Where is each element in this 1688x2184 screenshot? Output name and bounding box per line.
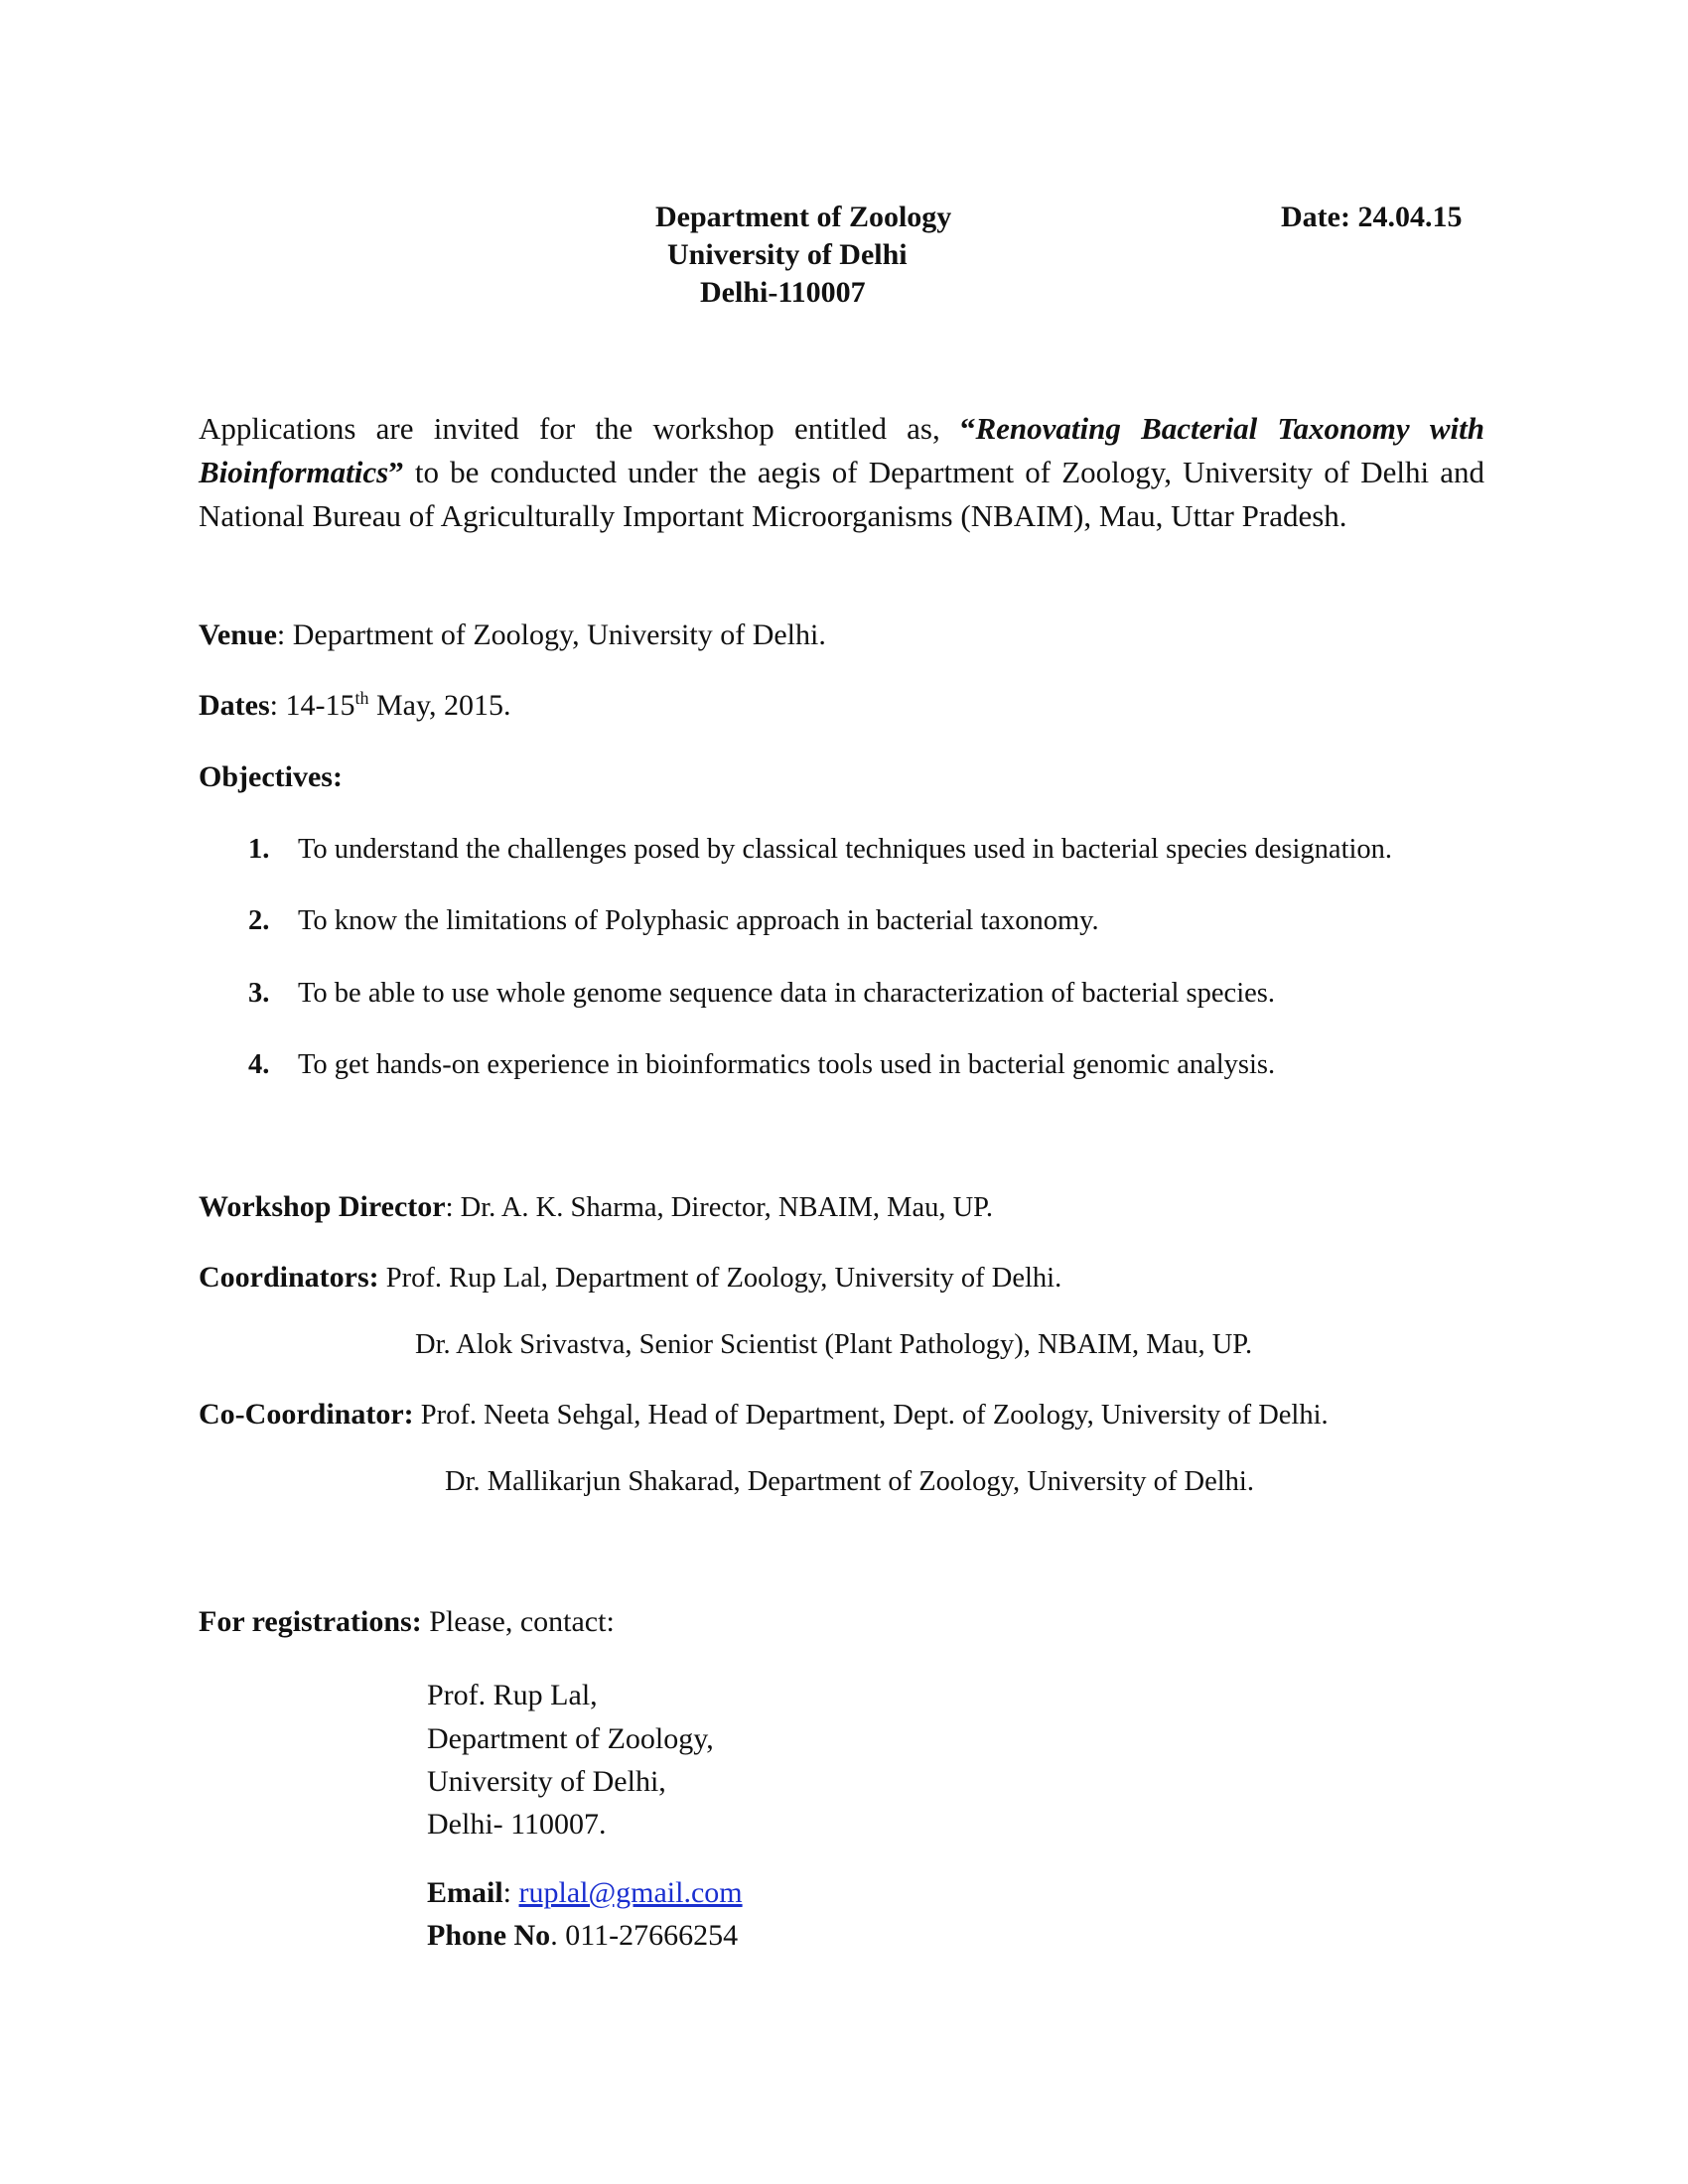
intro-lead: Applications are invited for the workshop entitled as, xyxy=(199,411,960,446)
director-line xyxy=(199,1187,993,1228)
venue-line xyxy=(199,614,826,657)
dates-line xyxy=(199,684,511,728)
header-date: Date: 24.04.15 xyxy=(1281,201,1463,233)
intro-close-quote: ” xyxy=(388,455,404,489)
co-coordinator-line xyxy=(199,1395,1329,1435)
venue-label: Venue xyxy=(199,618,277,651)
objective-text: To understand the challenges posed by classical techniques used in bacterial species designation. xyxy=(298,834,1393,865)
intro-tail: to be conducted under the aegis of Department of Zoology, University of Delhi and National Bureau of Agriculturally Important Microorganisms (NBAIM), Mau, Uttar Pradesh. xyxy=(199,455,1484,533)
objective-item xyxy=(248,1045,1275,1085)
director-label: Workshop Director xyxy=(199,1190,446,1223)
intro-paragraph xyxy=(199,407,1484,538)
email-separator: : xyxy=(502,1876,519,1909)
address-line: Prof. Rup Lal, xyxy=(427,1679,598,1711)
objective-text: To get hands-on experience in bioinformatics tools used in bacterial genomic analysis. xyxy=(298,1049,1276,1080)
objective-number: 2. xyxy=(248,905,270,936)
registration-value: Please, contact: xyxy=(421,1605,615,1638)
registration-label: For registrations: xyxy=(199,1605,422,1638)
objective-number: 3. xyxy=(248,978,270,1009)
coordinators-label: Coordinators: xyxy=(199,1261,379,1294)
co-coordinator-first: Prof. Neeta Sehgal, Head of Department, Dept. of Zoology, University of Delhi. xyxy=(413,1400,1329,1431)
objectives-heading: Objectives: xyxy=(199,760,343,793)
dates-label: Dates xyxy=(199,689,270,722)
address-line: University of Delhi, xyxy=(427,1765,666,1798)
dates-prefix: : 14-15 xyxy=(269,689,355,722)
objective-item xyxy=(248,830,1392,870)
objective-number: 4. xyxy=(248,1049,270,1080)
director-value: : Dr. A. K. Sharma, Director, NBAIM, Mau, UP. xyxy=(445,1192,994,1223)
header-city: Delhi-110007 xyxy=(700,276,866,309)
header-dept: Department of Zoology xyxy=(655,201,952,233)
objective-text: To be able to use whole genome sequence data in characterization of bacterial species. xyxy=(298,978,1275,1009)
coordinators-first: Prof. Rup Lal, Department of Zoology, University of Delhi. xyxy=(378,1263,1062,1294)
intro-open-quote: “ xyxy=(959,411,976,446)
phone-label: Phone No xyxy=(427,1919,551,1952)
address-line: Department of Zoology, xyxy=(427,1722,714,1755)
email-line xyxy=(427,1871,743,1915)
objective-item xyxy=(248,901,1099,941)
co-coordinator-second: Dr. Mallikarjun Shakarad, Department of Zoology, University of Delhi. xyxy=(445,1466,1254,1497)
email-label: Email xyxy=(427,1876,503,1909)
phone-line xyxy=(427,1914,738,1958)
header-university: University of Delhi xyxy=(667,238,908,271)
address-line: Delhi- 110007. xyxy=(427,1808,607,1841)
workshop-title: Renovating Bacterial Taxonomy with Bioinformatics xyxy=(199,411,1484,489)
email-link[interactable]: ruplal@gmail.com xyxy=(518,1876,743,1909)
venue-value: : Department of Zoology, University of Delhi. xyxy=(276,618,826,651)
phone-value: . 011-27666254 xyxy=(550,1919,739,1952)
dates-sup: th xyxy=(354,688,369,708)
co-coordinator-label: Co-Coordinator: xyxy=(199,1398,414,1431)
objective-item xyxy=(248,974,1275,1014)
registration-line xyxy=(199,1600,615,1644)
coordinators-line xyxy=(199,1258,1061,1298)
objective-number: 1. xyxy=(248,834,270,865)
objective-text: To know the limitations of Polyphasic approach in bacterial taxonomy. xyxy=(298,905,1099,936)
coordinators-second: Dr. Alok Srivastva, Senior Scientist (Plant Pathology), NBAIM, Mau, UP. xyxy=(415,1329,1253,1360)
dates-suffix: May, 2015. xyxy=(368,689,511,722)
